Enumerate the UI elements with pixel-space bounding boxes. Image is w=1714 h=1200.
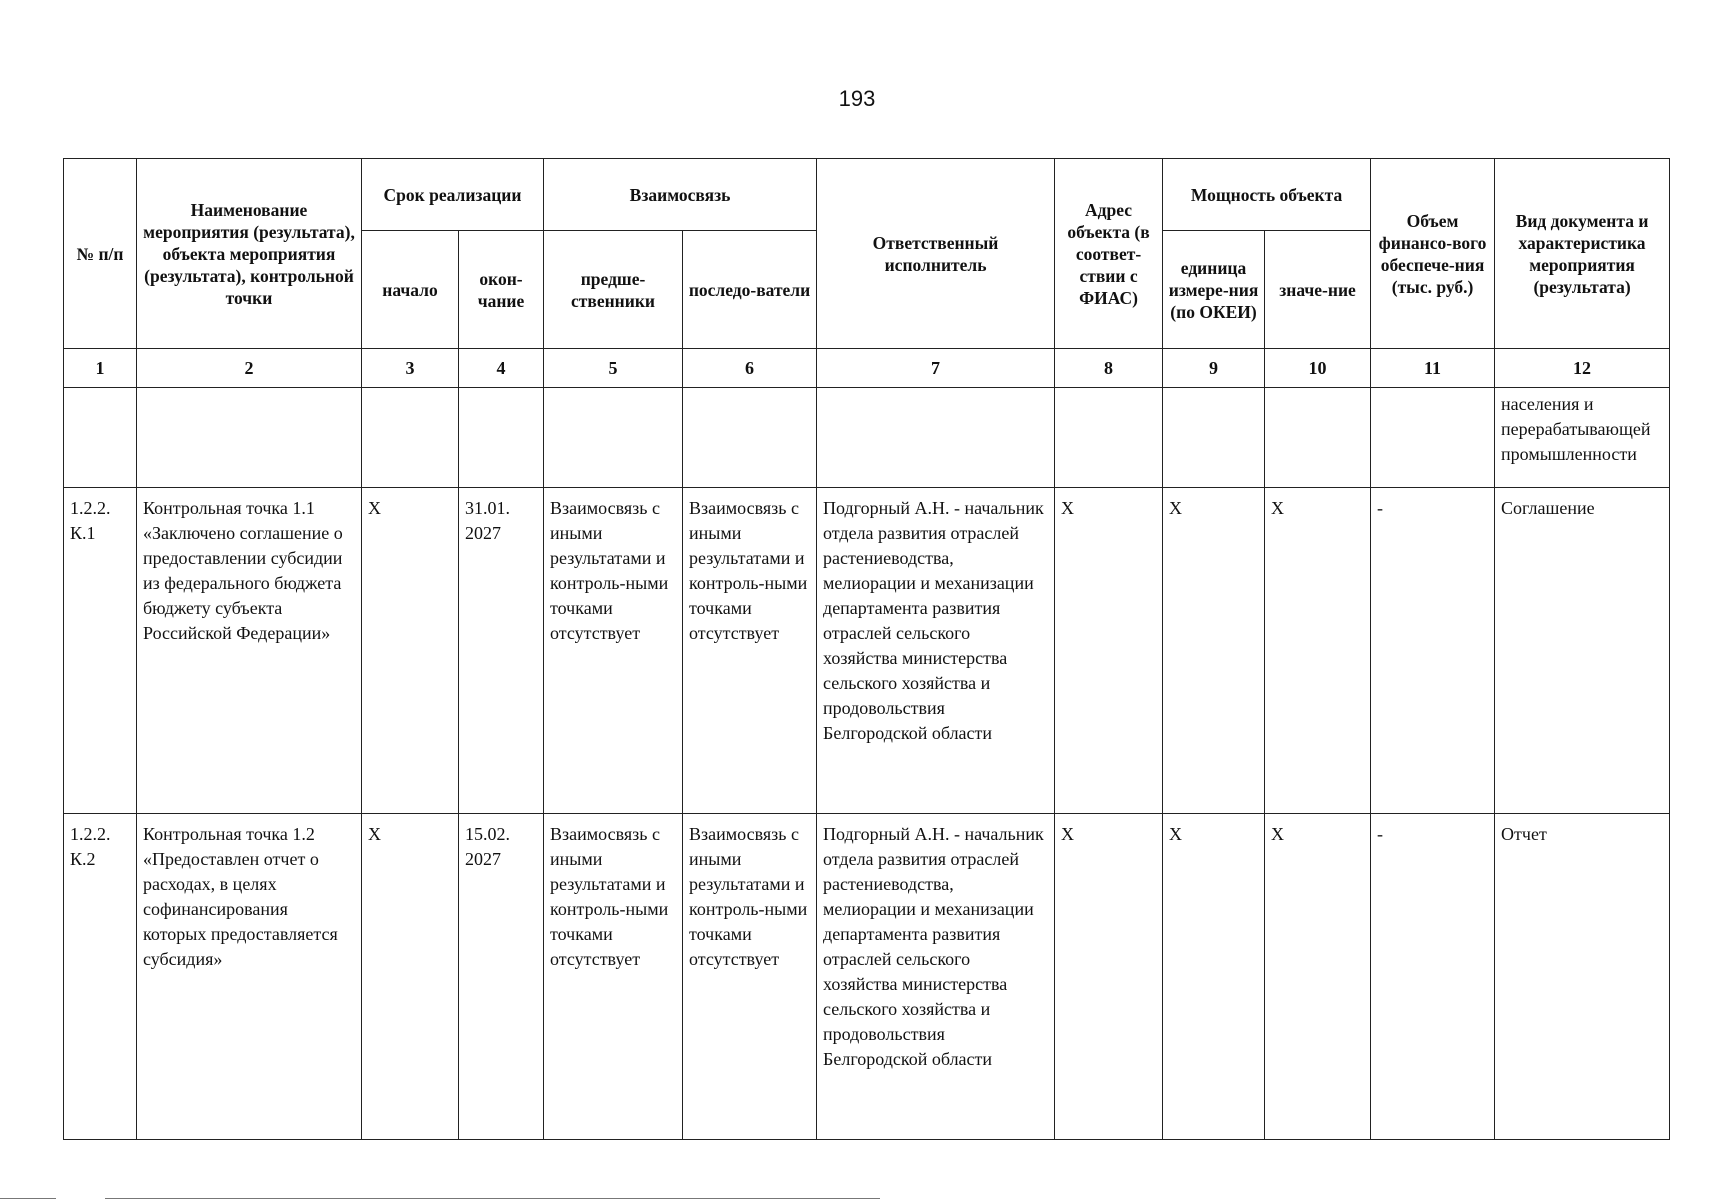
column-number: 2 [137,349,362,388]
column-number: 5 [544,349,683,388]
header-capacity: Мощность объекта [1163,159,1371,231]
header-executor: Ответственный исполнитель [817,159,1055,349]
row-next: Взаимосвязь с иными результатами и контроль-ными точками отсутствует [683,814,817,1140]
row-doc: Отчет [1495,814,1670,1140]
row-num: 1.2.2. К.1 [64,488,137,814]
row-executor: Подгорный А.Н. - начальник отдела развития отраслей растениеводства, мелиорации и механизации департамента развития отраслей сельского хозяйства министерства сельского хозяйства и продовольствия Белгородской области [817,488,1055,814]
column-number: 8 [1055,349,1163,388]
column-number: 10 [1265,349,1371,388]
column-number: 11 [1371,349,1495,388]
column-number: 3 [362,349,459,388]
row-num: 1.2.2. К.2 [64,814,137,1140]
header-link-next: последо-ватели [683,231,817,349]
table-row [64,488,1670,814]
column-number: 12 [1495,349,1670,388]
scan-line [105,1198,880,1199]
row-start: X [362,814,459,1140]
row-end: 15.02. 2027 [459,814,544,1140]
row-value: X [1265,814,1371,1140]
row-name: Контрольная точка 1.2 «Предоставлен отчет о расходах, в целях софинансирования которых предоставляется субсидия» [137,814,362,1140]
header-value: значе-ние [1265,231,1371,349]
column-number: 9 [1163,349,1265,388]
header-term: Срок реализации [362,159,544,231]
row-doc: Соглашение [1495,488,1670,814]
row-start: X [362,488,459,814]
table-row [64,814,1670,1140]
row-prev: Взаимосвязь с иными результатами и контроль-ными точками отсутствует [544,488,683,814]
row-prev: Взаимосвязь с иными результатами и контроль-ными точками отсутствует [544,814,683,1140]
header-name: Наименование мероприятия (результата), объекта мероприятия (результата), контрольной точки [137,159,362,349]
row-address: X [1055,488,1163,814]
header-address: Адрес объекта (в соответ-ствии с ФИАС) [1055,159,1163,349]
column-number: 4 [459,349,544,388]
column-number: 1 [64,349,137,388]
row-unit: X [1163,488,1265,814]
row-finance: - [1371,488,1495,814]
continuation-row [64,388,1670,488]
header-link: Взаимосвязь [544,159,817,231]
header-unit: единица измере-ния (по ОКЕИ) [1163,231,1265,349]
row-next: Взаимосвязь с иными результатами и контроль-ными точками отсутствует [683,488,817,814]
row-value: X [1265,488,1371,814]
header-term-start: начало [362,231,459,349]
header-link-prev: предше-ственники [544,231,683,349]
header-num: № п/п [64,159,137,349]
continuation-doc: населения и перерабатывающей промышленности [1495,388,1670,488]
scan-line [0,1198,56,1199]
header-finance: Объем финансо-вого обеспече-ния (тыс. руб.) [1371,159,1495,349]
row-name: Контрольная точка 1.1 «Заключено соглашение о предоставлении субсидии из федерального бюджета бюджету субъекта Российской Федерации» [137,488,362,814]
header-doc: Вид документа и характеристика мероприятия (результата) [1495,159,1670,349]
row-unit: X [1163,814,1265,1140]
row-address: X [1055,814,1163,1140]
row-executor: Подгорный А.Н. - начальник отдела развития отраслей растениеводства, мелиорации и механизации департамента развития отраслей сельского хозяйства министерства сельского хозяйства и продовольствия Белгородской области [817,814,1055,1140]
row-end: 31.01. 2027 [459,488,544,814]
column-number: 7 [817,349,1055,388]
plan-table [63,158,1670,1140]
page-number: 193 [838,86,876,111]
row-finance: - [1371,814,1495,1140]
header-term-end: окон-чание [459,231,544,349]
column-number: 6 [683,349,817,388]
